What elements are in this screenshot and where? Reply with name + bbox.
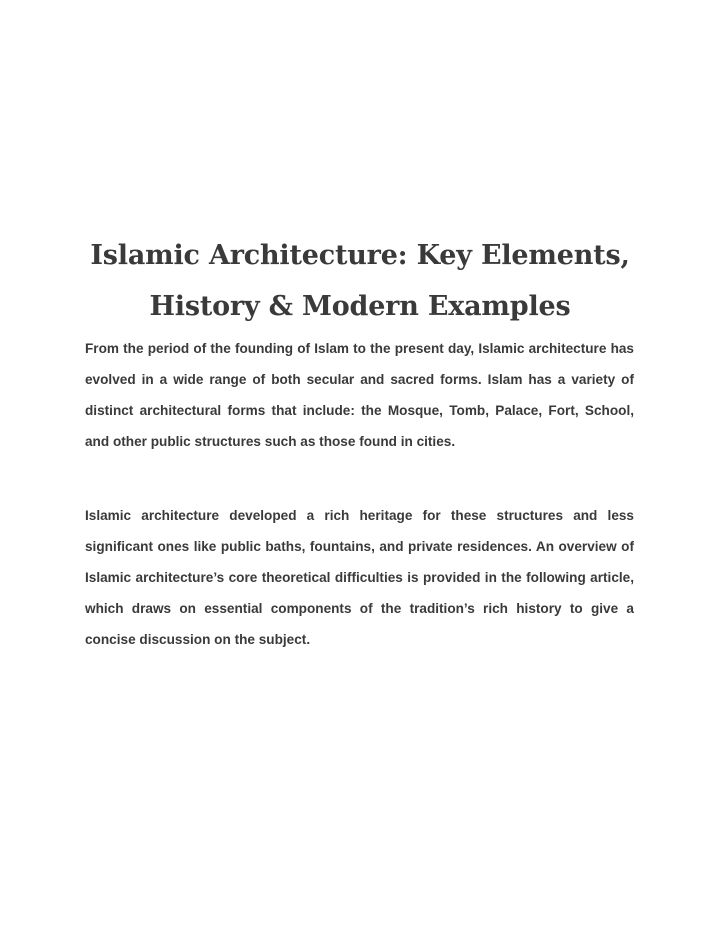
- document-title: Islamic Architecture: Key Elements, History & Modern Examples: [90, 240, 630, 322]
- paragraph-intro: From the period of the founding of Islam to the present day, Islamic architecture has evolved in a wide range of both secular and sacred forms. Islam has a variety of distinct architectural forms that include: the Mosque, Tomb, Palace, Fort, School, and other public structures such as those found in cities.: [85, 341, 634, 449]
- paragraph-heritage: Islamic architecture developed a rich heritage for these structures and less significant ones like public baths, fountains, and private residences. An overview of Islamic architecture’s core theoretical difficulties is provided in the following article, which draws on essential components of the tradition’s rich history to give a concise discussion on the subject.: [85, 508, 634, 647]
